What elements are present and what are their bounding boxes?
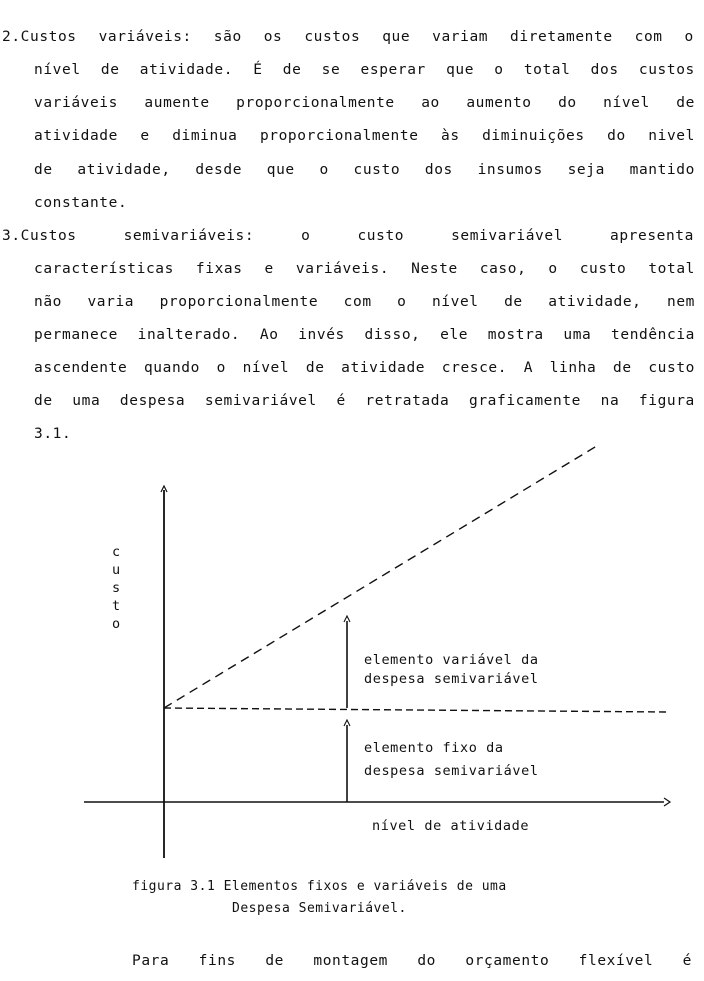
word: do	[607, 128, 626, 144]
word: nem	[667, 294, 695, 310]
word: varia	[87, 294, 135, 310]
word: insumos	[477, 162, 543, 178]
word: com	[343, 294, 372, 310]
word: despesa	[119, 393, 186, 409]
word: nivel	[648, 128, 695, 144]
word: figura	[638, 393, 695, 409]
word: custo	[648, 360, 695, 376]
word: caso,	[479, 261, 527, 277]
word: características	[34, 261, 174, 277]
word: e	[140, 128, 150, 144]
y-axis-label-letter: s	[112, 580, 121, 596]
word: proporcionalmente	[259, 128, 419, 144]
word: nível	[34, 62, 81, 78]
word: total	[648, 261, 695, 277]
word: que	[382, 29, 411, 45]
word: ele	[440, 327, 469, 343]
y-axis-label-letter: u	[112, 562, 121, 578]
word: custo	[357, 228, 405, 244]
y-axis-label-letter: t	[112, 598, 121, 614]
y-axis-label-letter: o	[112, 616, 121, 632]
word: do	[417, 953, 437, 969]
word: é	[682, 953, 692, 969]
word: às	[440, 128, 460, 144]
word: atividade	[34, 128, 118, 144]
word: atividade,	[77, 162, 171, 178]
word: uma	[563, 327, 592, 343]
word: e	[264, 261, 274, 277]
word: graficamente	[469, 393, 581, 409]
word: total	[523, 62, 571, 78]
word: dos	[424, 162, 453, 178]
word: se	[321, 62, 341, 78]
word: montagem	[313, 953, 388, 969]
fixed-cost-line	[164, 708, 666, 712]
word: atividade	[341, 360, 426, 376]
word: não	[34, 294, 62, 310]
word: que	[446, 62, 475, 78]
variable-element-label-line-1: elemento variável da	[364, 652, 539, 668]
word: ao	[421, 95, 440, 111]
word: variáveis:	[98, 29, 192, 45]
word: o	[494, 62, 504, 78]
word: invés	[298, 327, 345, 343]
word: ascendente	[34, 360, 128, 376]
word: inalterado.	[137, 327, 241, 343]
word: variáveis.	[295, 261, 390, 277]
word: aumento	[466, 95, 532, 111]
word: retratada	[365, 393, 450, 409]
fixed-element-label-line-2: despesa semivariável	[364, 763, 539, 779]
word: dos	[590, 62, 619, 78]
word: apresenta	[610, 228, 694, 244]
word: os	[263, 29, 283, 45]
y-axis-label-letter: c	[112, 544, 121, 560]
footer-line	[132, 952, 692, 970]
word: o	[548, 261, 558, 277]
word: de	[282, 62, 302, 78]
word: variam	[432, 29, 489, 45]
word: custo	[353, 162, 401, 178]
x-axis-label: nível de atividade	[372, 818, 530, 834]
word: uma	[72, 393, 101, 409]
word: nível	[603, 95, 650, 111]
word: diminuições	[482, 128, 585, 144]
word: É	[253, 62, 263, 78]
word: diretamente	[510, 29, 613, 45]
word: do	[558, 95, 577, 111]
word: aumente	[144, 95, 210, 111]
word: variáveis	[34, 95, 118, 111]
word: o	[301, 228, 311, 244]
word: fins	[198, 953, 236, 969]
word: o	[216, 360, 226, 376]
word: de	[613, 360, 632, 376]
word: de	[676, 95, 695, 111]
total-cost-line	[164, 444, 600, 708]
word: desde	[195, 162, 243, 178]
word: de	[504, 294, 523, 310]
word: semivariável	[204, 393, 317, 409]
word: atividade.	[139, 62, 234, 78]
x-axis-arrowhead	[664, 798, 670, 806]
word: 3.Custos	[2, 228, 77, 244]
word: esperar	[360, 62, 426, 78]
word: é	[336, 393, 346, 409]
word: de	[34, 393, 53, 409]
word: A	[523, 360, 534, 376]
word: proporcionalmente	[159, 294, 319, 310]
word: fixas	[195, 261, 243, 277]
word: na	[600, 393, 620, 409]
word: semivariáveis:	[123, 228, 255, 244]
word: tendência	[611, 327, 695, 343]
word: Ao	[259, 327, 279, 343]
word: linha	[549, 360, 597, 376]
word: de	[305, 360, 325, 376]
word: 2.Custos	[2, 29, 77, 45]
word: o	[397, 294, 407, 310]
word: de	[265, 953, 285, 969]
y-axis-label	[112, 544, 120, 632]
word: que	[266, 162, 295, 178]
word: disso,	[364, 327, 421, 343]
word: de	[100, 62, 120, 78]
word: mantido	[629, 162, 695, 178]
word: flexível	[578, 953, 654, 969]
word: nível	[242, 360, 290, 376]
word: 3.1.	[34, 426, 72, 442]
variable-element-label-line-2: despesa semivariável	[364, 671, 539, 687]
word: atividade,	[548, 294, 642, 310]
word: Neste	[411, 261, 458, 277]
figure-caption-line-1: figura 3.1 Elementos fixos e variáveis de uma	[132, 879, 507, 894]
word: cresce.	[441, 360, 508, 376]
word: seja	[567, 162, 605, 178]
word: são	[213, 29, 242, 45]
word: nível	[431, 294, 479, 310]
word: com	[634, 29, 663, 45]
word: o	[684, 29, 694, 45]
word: custo	[579, 261, 627, 277]
word: permanece	[34, 327, 118, 343]
word: Para	[132, 953, 170, 969]
word: proporcionalmente	[236, 95, 395, 111]
word: custos	[638, 62, 695, 78]
word: orçamento	[465, 953, 550, 969]
word: mostra	[487, 327, 544, 343]
word: o	[319, 162, 329, 178]
fixed-element-label-line-1: elemento fixo da	[364, 740, 504, 756]
word: constante.	[34, 195, 128, 211]
word: quando	[143, 360, 200, 376]
word: semivariável	[451, 228, 564, 244]
figure-caption-line-2: Despesa Semivariável.	[232, 901, 407, 916]
word: custos	[304, 29, 361, 45]
word: diminua	[172, 128, 238, 144]
word: de	[34, 162, 53, 178]
